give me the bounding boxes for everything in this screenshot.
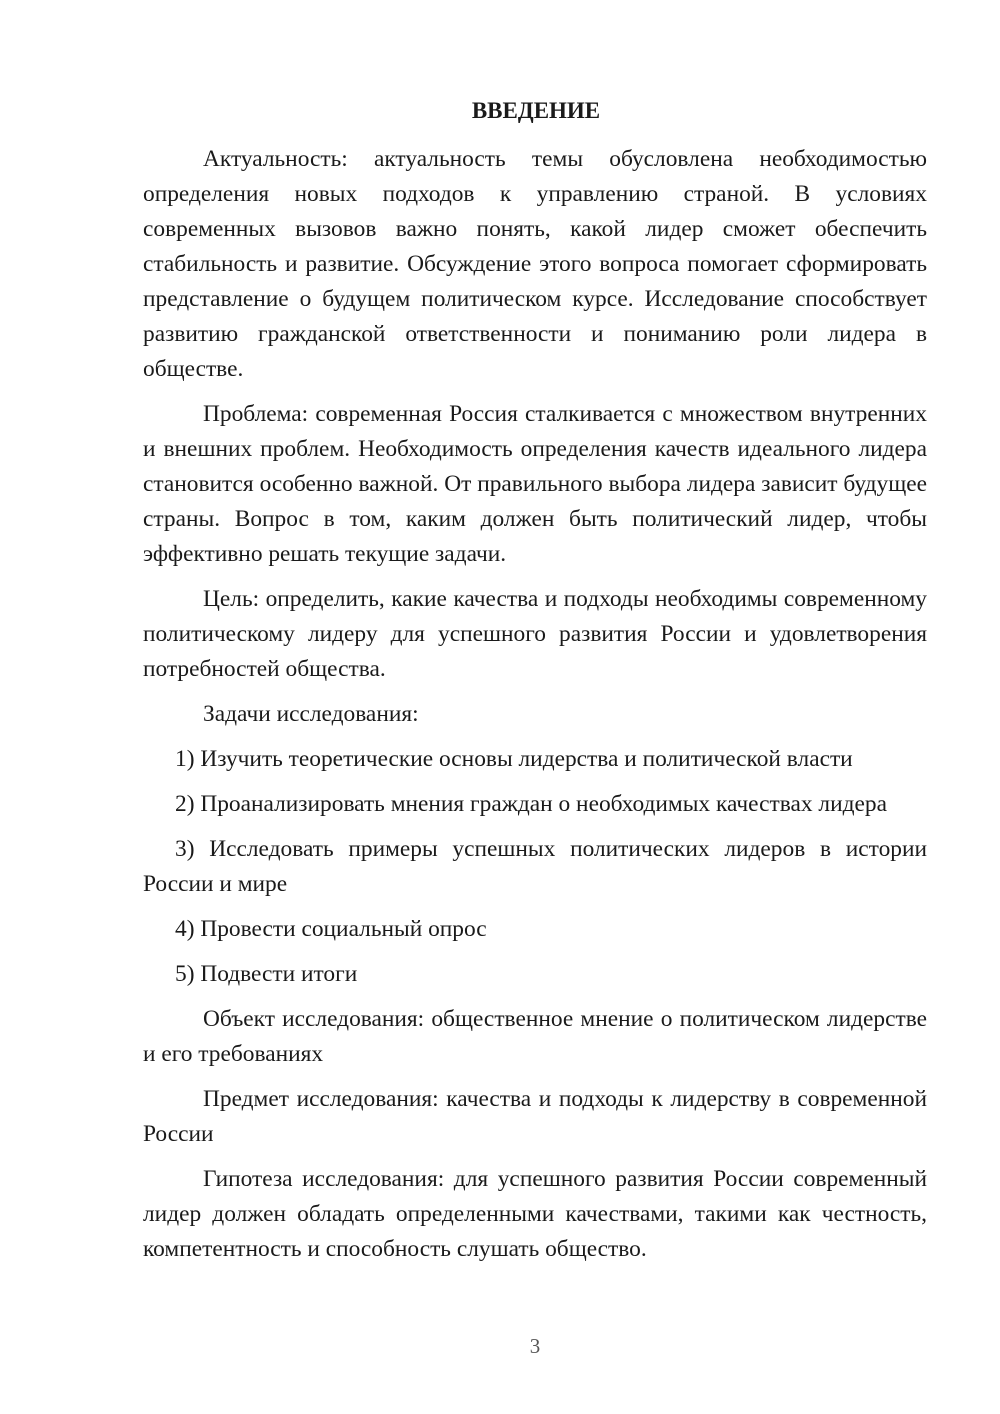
page-content [143, 96, 927, 1277]
task-item: 2) Проанализировать мнения граждан о необходимых качествах лидера [175, 791, 887, 817]
task-item: 3) Исследовать примеры успешных политических лидеров в истории России и мире [143, 836, 927, 897]
problem-paragraph: Проблема: современная Россия сталкивается с множеством внутренних и внешних проблем. Необходимость определения качеств идеального лидера становится особенно важной. От правильного выбора лидера зависит будущее страны. Вопрос в том, каким должен быть политический лидер, чтобы эффективно решать текущие задачи. [143, 401, 927, 567]
hypothesis-paragraph: Гипотеза исследования: для успешного развития России современный лидер должен обладать определенными качествами, такими как честность, компетентность и способность слушать общество. [143, 1166, 927, 1262]
task-item: 1) Изучить теоретические основы лидерства и политической власти [175, 746, 853, 772]
task-item: 4) Провести социальный опрос [175, 916, 487, 942]
subject-paragraph: Предмет исследования: качества и подходы к лидерству в современной России [143, 1086, 927, 1147]
goal-paragraph: Цель: определить, какие качества и подходы необходимы современному политическому лидеру для успешного развития России и удовлетворения потребностей общества. [143, 586, 927, 682]
task-item: 5) Подвести итоги [175, 961, 358, 987]
tasks-heading: Задачи исследования: [203, 701, 419, 727]
object-paragraph: Объект исследования: общественное мнение о политическом лидерстве и его требованиях [143, 1006, 927, 1067]
relevance-paragraph: Актуальность: актуальность темы обусловлена необходимостью определения новых подходов к управлению страной. В условиях современных вызовов важно понять, какой лидер сможет обеспечить стабильность и развитие. Обсуждение этого вопроса помогает сформировать представление о будущем политическом курсе. Исследование способствует развитию гражданской ответственности и пониманию роли лидера в обществе. [143, 146, 927, 382]
page-number: 3 [529, 1334, 541, 1358]
section-title: ВВЕДЕНИЕ [471, 98, 601, 123]
